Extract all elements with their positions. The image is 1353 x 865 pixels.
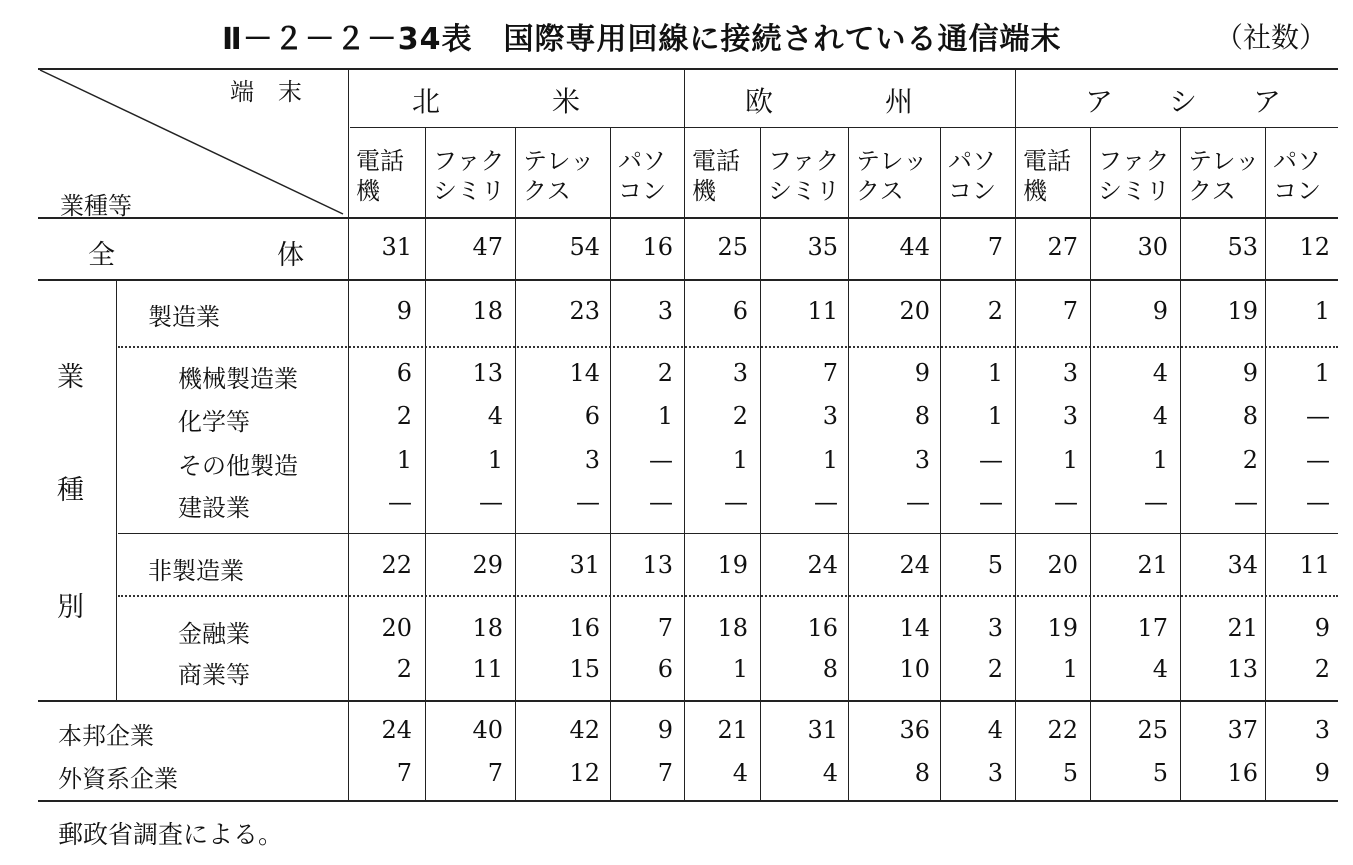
table-cell: 44 [899, 233, 930, 261]
region-header-north-america: 北 米 [412, 85, 581, 118]
vrule-region-1 [684, 68, 685, 800]
table-cell: — [814, 488, 838, 516]
terminal-header-line: 機 [356, 177, 380, 205]
vrule-col [425, 127, 426, 800]
table-cell: 13 [1227, 655, 1258, 683]
table-cell: 16 [807, 614, 838, 642]
rule-industry-bottom [38, 700, 1338, 702]
table-cell: 6 [584, 402, 600, 430]
row-label-total: 全 体 [88, 240, 304, 271]
table-cell: 24 [807, 551, 838, 579]
table-cell: 9 [1314, 614, 1330, 642]
table-cell: 1 [1062, 446, 1078, 474]
table-cell: 3 [1062, 359, 1078, 387]
table-cell: 11 [1299, 551, 1330, 579]
table-cell: 2 [987, 655, 1003, 683]
vrule-col [760, 127, 761, 800]
terminal-header-line: コン [618, 177, 666, 205]
rule-construction-bottom [118, 533, 1338, 534]
table-cell: 9 [914, 359, 930, 387]
table-cell: 1 [657, 402, 673, 430]
row-label-chemical: 化学等 [178, 408, 250, 436]
table-cell: 18 [472, 614, 503, 642]
terminal-header-telex [523, 146, 594, 206]
table-cell: — [479, 488, 503, 516]
table-cell: 13 [642, 551, 673, 579]
table-cell: 7 [987, 233, 1003, 261]
terminal-header-telephone [356, 146, 404, 206]
table-cell: 42 [569, 716, 600, 744]
table-cell: 1 [732, 446, 748, 474]
table-cell: 6 [657, 655, 673, 683]
table-cell: 16 [569, 614, 600, 642]
terminal-header-line: 機 [692, 177, 716, 205]
vrule-region-2 [1015, 68, 1016, 800]
table-cell: 9 [1242, 359, 1258, 387]
table-cell: 1 [487, 446, 503, 474]
row-label-nonmanufacturing: 非製造業 [148, 557, 244, 585]
table-cell: 36 [899, 716, 930, 744]
table-cell: — [906, 488, 930, 516]
terminal-header-line: テレッ [1188, 147, 1260, 175]
rule-manufacturing-dotted [118, 346, 1338, 348]
table-cell: 7 [1062, 297, 1078, 325]
vrule-col [848, 127, 849, 800]
table-cell: 24 [381, 716, 412, 744]
table-cell: 12 [569, 759, 600, 787]
row-label-construction: 建設業 [178, 494, 250, 522]
terminal-header-line: 電話 [1023, 147, 1071, 175]
terminal-header-facsimile [433, 146, 505, 206]
terminal-header-line: 機 [1023, 177, 1047, 205]
terminal-header-line: クス [856, 177, 904, 205]
vrule-col [1180, 127, 1181, 800]
table-cell: 1 [396, 446, 412, 474]
table-cell: 5 [1062, 759, 1078, 787]
row-label-machinery: 機械製造業 [178, 365, 298, 393]
table-cell: 20 [899, 297, 930, 325]
table-cell: 3 [584, 446, 600, 474]
table-cell: 19 [1227, 297, 1258, 325]
table-cell: — [649, 488, 673, 516]
table-cell: 37 [1227, 716, 1258, 744]
table-cell: 7 [396, 759, 412, 787]
terminal-header-line: パソ [618, 147, 666, 175]
table-cell: 3 [822, 402, 838, 430]
table-cell: 7 [657, 759, 673, 787]
table-cell: — [649, 446, 673, 474]
row-label-commerce: 商業等 [178, 661, 250, 689]
table-cell: 9 [1314, 759, 1330, 787]
table-cell: 40 [472, 716, 503, 744]
table-cell: 29 [472, 551, 503, 579]
terminal-header-telephone [692, 146, 740, 206]
terminal-header-line: クス [523, 177, 571, 205]
table-cell: 7 [822, 359, 838, 387]
table-cell: 4 [487, 402, 503, 430]
table-cell: 2 [396, 402, 412, 430]
table-cell: 1 [1062, 655, 1078, 683]
terminal-header-line: ファク [1098, 147, 1170, 175]
table-cell: 30 [1137, 233, 1168, 261]
table-cell: 7 [487, 759, 503, 787]
table-cell: 19 [1047, 614, 1078, 642]
terminal-header-line: パソ [1273, 147, 1321, 175]
table-cell: 31 [807, 716, 838, 744]
table-cell: 3 [1062, 402, 1078, 430]
terminal-header-telex [856, 146, 927, 206]
region-header-asia: ア シ ア [1085, 85, 1282, 118]
table-cell: 31 [381, 233, 412, 261]
terminal-header-line: テレッ [523, 147, 595, 175]
corner-bottom-label: 業種等 [60, 192, 132, 220]
table-cell: 1 [1314, 359, 1330, 387]
table-cell: 14 [899, 614, 930, 642]
table-cell: 4 [1152, 402, 1168, 430]
rule-region-bottom [350, 127, 1338, 128]
terminal-header-line: シミリ [768, 177, 840, 205]
table-cell: 5 [987, 551, 1003, 579]
table-cell: 6 [732, 297, 748, 325]
terminal-header-line: 電話 [692, 147, 740, 175]
table-cell: 2 [657, 359, 673, 387]
side-label-gyou: 業 [57, 362, 84, 393]
source-note: 郵政省調査による。 [58, 820, 284, 849]
terminal-header-pc [618, 146, 666, 206]
table-cell: — [388, 488, 412, 516]
terminal-header-line: コン [1273, 177, 1321, 205]
corner-top-label: 端 末 [230, 78, 302, 106]
table-cell: — [724, 488, 748, 516]
table-cell: 20 [381, 614, 412, 642]
rule-total-bottom [38, 279, 1338, 281]
table-cell: 1 [1314, 297, 1330, 325]
table-title: Ⅱ－２－２－34表 国際専用回線に接続されている通信端末 [222, 22, 1062, 57]
table-cell: 4 [822, 759, 838, 787]
vrule-col [1265, 127, 1266, 800]
table-cell: 35 [807, 233, 838, 261]
table-cell: 1 [987, 359, 1003, 387]
table-cell: — [979, 488, 1003, 516]
table-cell: 7 [657, 614, 673, 642]
vrule-col [1090, 127, 1091, 800]
row-label-domestic: 本邦企業 [58, 722, 154, 750]
vrule-col [610, 127, 611, 800]
table-cell: 34 [1227, 551, 1258, 579]
table-cell: 13 [472, 359, 503, 387]
table-cell: 11 [807, 297, 838, 325]
table-cell: 4 [1152, 359, 1168, 387]
table-cell: 5 [1152, 759, 1168, 787]
table-cell: 15 [569, 655, 600, 683]
table-cell: 22 [1047, 716, 1078, 744]
row-label-other-manufacturing: その他製造 [178, 452, 298, 480]
table-cell: 4 [987, 716, 1003, 744]
terminal-header-pc [1273, 146, 1321, 206]
row-label-foreign: 外資系企業 [58, 765, 178, 793]
table-cell: 27 [1047, 233, 1078, 261]
table-cell: 31 [569, 551, 600, 579]
table-cell: — [1144, 488, 1168, 516]
table-cell: — [1306, 446, 1330, 474]
table-cell: 23 [569, 297, 600, 325]
terminal-header-line: 電話 [356, 147, 404, 175]
table-cell: 4 [1152, 655, 1168, 683]
table-cell: 1 [987, 402, 1003, 430]
terminal-header-line: シミリ [1098, 177, 1170, 205]
table-cell: 2 [732, 402, 748, 430]
table-cell: 1 [1152, 446, 1168, 474]
region-header-europe: 欧 州 [745, 85, 914, 118]
terminal-header-pc [948, 146, 996, 206]
row-label-finance: 金融業 [178, 620, 250, 648]
table-cell: — [1306, 488, 1330, 516]
terminal-header-line: コン [948, 177, 996, 205]
table-cell: 1 [732, 655, 748, 683]
table-cell: 3 [1314, 716, 1330, 744]
table-cell: 2 [1242, 446, 1258, 474]
table-cell: 21 [1227, 614, 1258, 642]
terminal-header-line: シミリ [433, 177, 505, 205]
table-cell: 17 [1137, 614, 1168, 642]
table-cell: 2 [1314, 655, 1330, 683]
table-cell: — [979, 446, 1003, 474]
table-cell: 25 [717, 233, 748, 261]
table-cell: 10 [899, 655, 930, 683]
table-cell: 14 [569, 359, 600, 387]
table-cell: — [576, 488, 600, 516]
unit-label: （社数） [1215, 21, 1328, 54]
vrule-industry-side [116, 279, 117, 700]
terminal-header-telephone [1023, 146, 1071, 206]
terminal-header-line: パソ [948, 147, 996, 175]
table-cell: 9 [657, 716, 673, 744]
table-cell: 3 [987, 759, 1003, 787]
terminal-header-line: ファク [768, 147, 840, 175]
table-cell: — [1234, 488, 1258, 516]
terminal-header-line: テレッ [856, 147, 928, 175]
terminal-header-telex [1188, 146, 1259, 206]
table-cell: 8 [914, 402, 930, 430]
terminal-header-facsimile [768, 146, 840, 206]
table-cell: 8 [914, 759, 930, 787]
table-cell: 8 [822, 655, 838, 683]
table-cell: 2 [396, 655, 412, 683]
side-label-betsu: 別 [57, 592, 84, 623]
table-cell: 4 [732, 759, 748, 787]
table-cell: 11 [472, 655, 503, 683]
table-cell: 19 [717, 551, 748, 579]
vrule-col [940, 127, 941, 800]
table-cell: 3 [914, 446, 930, 474]
table-cell: 21 [1137, 551, 1168, 579]
table-cell: — [1054, 488, 1078, 516]
side-label-shu: 種 [57, 475, 84, 506]
table-cell: 25 [1137, 716, 1168, 744]
table-cell: 18 [472, 297, 503, 325]
terminal-header-line: クス [1188, 177, 1236, 205]
table-cell: 53 [1227, 233, 1258, 261]
table-cell: 16 [642, 233, 673, 261]
table-cell: 1 [822, 446, 838, 474]
row-label-manufacturing: 製造業 [148, 303, 220, 331]
table-cell: 21 [717, 716, 748, 744]
table-cell: 16 [1227, 759, 1258, 787]
vrule-col [515, 127, 516, 800]
rule-nonmanufacturing-dotted [118, 595, 1338, 597]
table-cell: 12 [1299, 233, 1330, 261]
rule-bottom [38, 800, 1338, 802]
terminal-header-facsimile [1098, 146, 1170, 206]
table-cell: 20 [1047, 551, 1078, 579]
table-cell: 47 [472, 233, 503, 261]
table-cell: 3 [732, 359, 748, 387]
table-cell: 8 [1242, 402, 1258, 430]
table-cell: 9 [1152, 297, 1168, 325]
table-cell: 3 [987, 614, 1003, 642]
table-cell: 54 [569, 233, 600, 261]
table-cell: 6 [396, 359, 412, 387]
table-cell: 24 [899, 551, 930, 579]
table-cell: 2 [987, 297, 1003, 325]
table-cell: 3 [657, 297, 673, 325]
terminal-header-line: ファク [433, 147, 505, 175]
table-cell: — [1306, 402, 1330, 430]
table-cell: 18 [717, 614, 748, 642]
table-cell: 9 [396, 297, 412, 325]
table-cell: 22 [381, 551, 412, 579]
